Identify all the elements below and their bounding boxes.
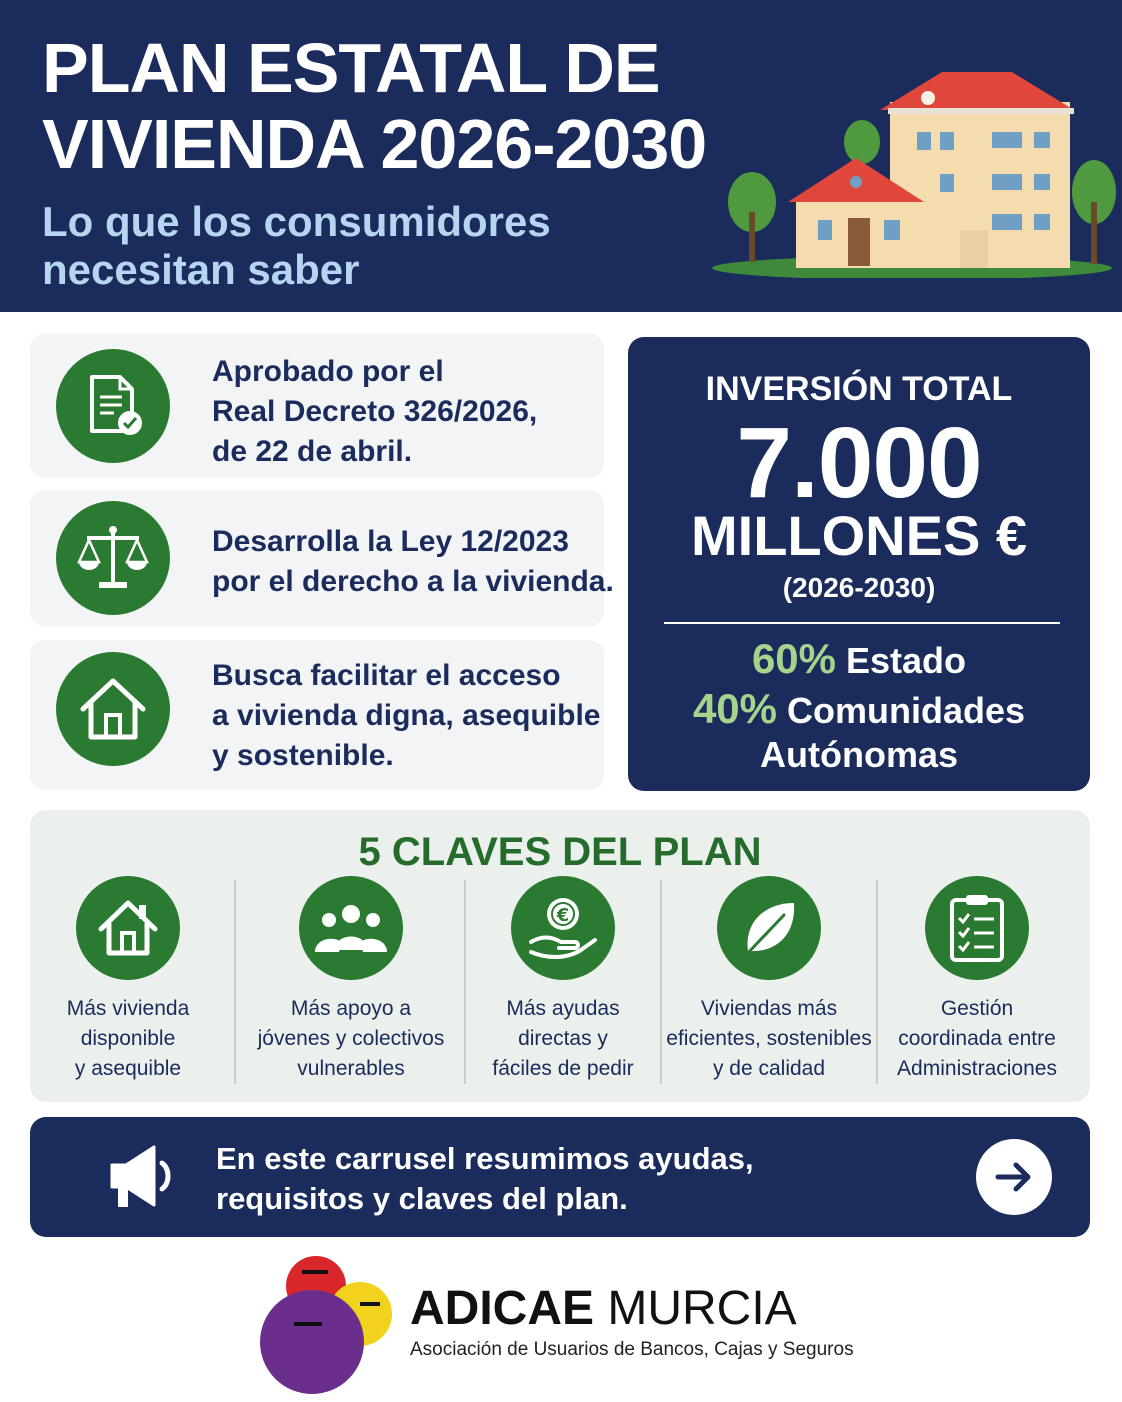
info-card-line: Busca facilitar el acceso	[212, 659, 561, 692]
key-item	[242, 876, 460, 1086]
title-line-1: PLAN ESTATAL DE	[42, 29, 660, 107]
subtitle-line-1: Lo que los consumidores	[42, 198, 551, 245]
key-text	[882, 994, 1072, 1084]
key-item	[30, 876, 226, 1086]
split-percent: 60%	[751, 635, 837, 682]
separator	[660, 880, 662, 1084]
split-regions-line2: Autónomas	[760, 734, 958, 775]
house-icon	[56, 652, 170, 766]
people-group-icon	[299, 876, 403, 980]
info-card-text	[212, 656, 600, 776]
split-label: Estado	[846, 640, 967, 681]
header-banner	[0, 0, 1122, 312]
key-text	[242, 994, 460, 1084]
info-card-line: Real Decreto 326/2026,	[212, 395, 538, 428]
info-card-line: y sostenible.	[212, 739, 394, 772]
document-check-icon	[56, 349, 170, 463]
key-text-line: eficientes, sostenibles	[666, 1027, 872, 1050]
info-card-line: Aprobado por el	[212, 355, 444, 388]
investment-period: (2026-2030)	[782, 572, 936, 603]
key-item	[470, 876, 656, 1086]
key-text-line: vulnerables	[297, 1057, 405, 1080]
separator	[464, 880, 466, 1084]
investment-amount: 7.000	[736, 407, 982, 519]
info-card-text	[212, 352, 537, 472]
key-text-line: y asequible	[74, 1057, 182, 1080]
key-text-line: disponible	[80, 1027, 176, 1050]
keys-title: 5 CLAVES DEL PLAN	[358, 830, 762, 874]
clipboard-checklist-icon	[925, 876, 1029, 980]
brand-name-regular: MURCIA	[607, 1282, 797, 1335]
info-card-text	[212, 522, 614, 602]
info-card-decree	[30, 334, 604, 478]
investment-unit: MILLONES €	[690, 504, 1028, 567]
page-subtitle	[42, 198, 551, 294]
hand-euro-coin-icon	[511, 876, 615, 980]
key-item	[882, 876, 1072, 1086]
key-text-line: y de calidad	[712, 1057, 826, 1080]
brand-name	[410, 1282, 797, 1336]
key-item	[666, 876, 872, 1086]
carousel-text-line: requisitos y claves del plan.	[216, 1181, 628, 1216]
megaphone-icon	[102, 1139, 186, 1213]
key-text	[666, 994, 872, 1084]
info-card-line: a vivienda digna, asequible	[212, 699, 601, 732]
split-percent: 40%	[692, 685, 778, 732]
svg-text:€: €	[556, 905, 570, 926]
info-card-line: de 22 de abril.	[212, 435, 413, 468]
key-text-line: Administraciones	[897, 1057, 1057, 1080]
adicae-logo	[256, 1252, 406, 1398]
key-text-line: directas y	[518, 1027, 608, 1050]
investment-label: INVERSIÓN TOTAL	[705, 370, 1013, 408]
key-text-line: jóvenes y colectivos	[257, 1027, 445, 1050]
leaf-icon	[717, 876, 821, 980]
divider	[664, 622, 1060, 624]
key-text-line: Más apoyo a	[290, 997, 412, 1020]
house-icon	[76, 876, 180, 980]
carousel-text	[216, 1139, 754, 1219]
info-card-line: por el derecho a la vivienda.	[212, 565, 614, 598]
brand-name-bold: ADICAE	[410, 1282, 595, 1335]
info-card-law	[30, 490, 614, 626]
key-text-line: coordinada entre	[898, 1027, 1056, 1050]
title-line-2: VIVIENDA 2026-2030	[42, 105, 707, 183]
key-text	[30, 994, 226, 1084]
separator	[234, 880, 236, 1084]
split-label: Comunidades	[787, 690, 1026, 731]
info-card-goal	[30, 640, 604, 790]
scales-icon	[56, 501, 170, 615]
split-regions	[628, 687, 1090, 733]
key-text-line: Más ayudas	[506, 997, 620, 1020]
investment-panel	[628, 337, 1090, 791]
key-text-line: fáciles de pedir	[492, 1057, 634, 1080]
key-text-line: Gestión	[940, 997, 1014, 1020]
arrow-right-icon	[992, 1155, 1036, 1199]
carousel-text-line: En este carrusel resumimos ayudas,	[216, 1141, 754, 1176]
next-slide-button[interactable]	[976, 1139, 1052, 1215]
separator	[876, 880, 878, 1084]
carousel-banner	[30, 1117, 1090, 1237]
key-text-line: Viviendas más	[700, 997, 838, 1020]
page-title	[42, 30, 706, 182]
info-card-line: Desarrolla la Ley 12/2023	[212, 525, 569, 558]
houses-illustration	[712, 62, 1118, 278]
key-text-line: Más vivienda	[66, 997, 190, 1020]
split-state	[628, 637, 1090, 683]
subtitle-line-2: necesitan saber	[42, 246, 360, 293]
key-text	[470, 994, 656, 1084]
keys-section	[30, 810, 1090, 1102]
brand-tagline: Asociación de Usuarios de Bancos, Cajas y Seguros	[410, 1339, 854, 1360]
